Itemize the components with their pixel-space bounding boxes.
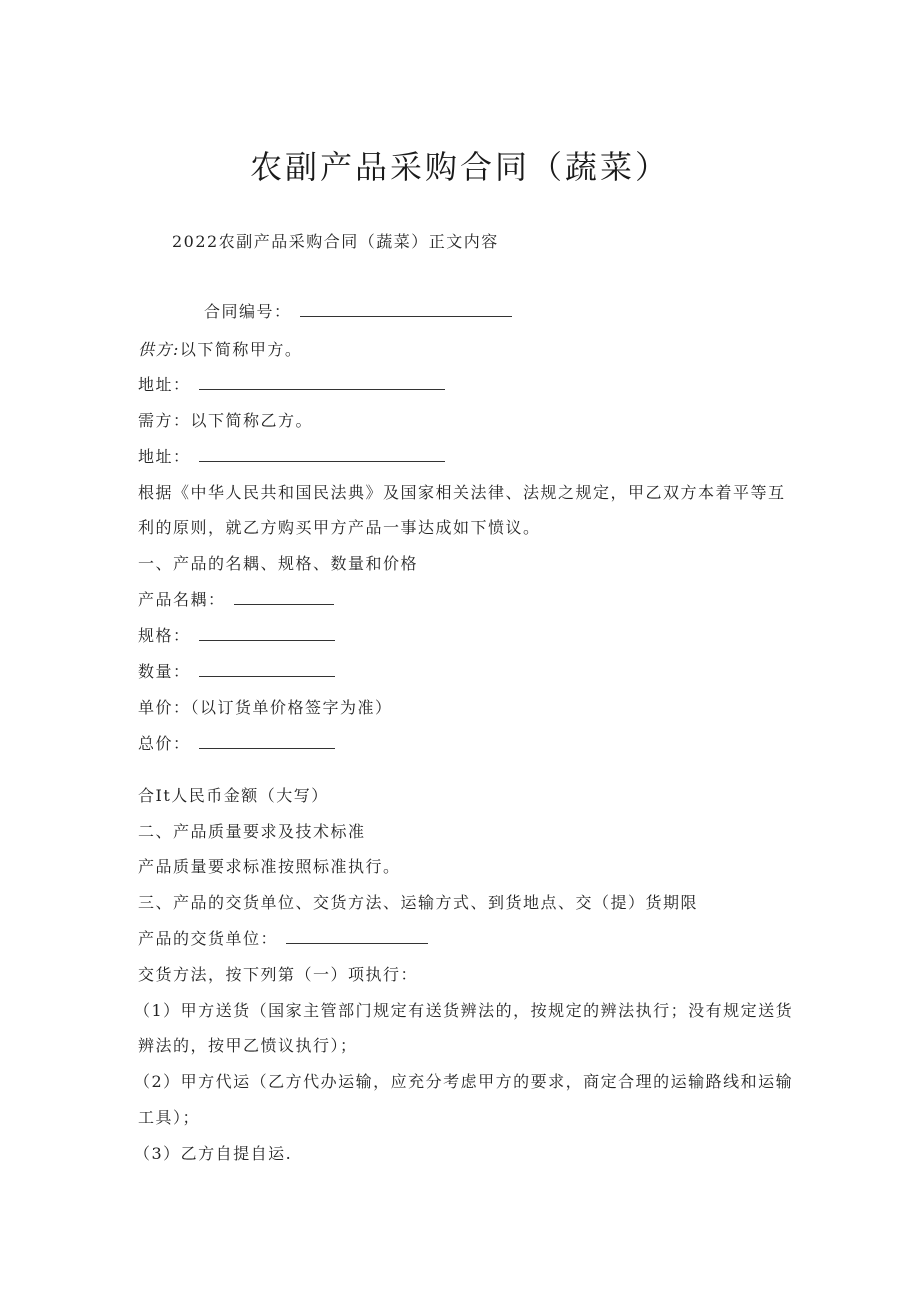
quantity-blank bbox=[199, 662, 335, 677]
item-3: （3）乙方自提自运. bbox=[134, 1144, 293, 1163]
spec-row bbox=[138, 626, 335, 646]
product-name-row bbox=[138, 590, 334, 610]
subtitle: 2022农副产品采购合同（蔬菜）正文内容 bbox=[172, 232, 499, 251]
seller-text: 以下简称甲方。 bbox=[179, 340, 303, 359]
delivery-unit-row bbox=[138, 929, 428, 949]
seller-address-blank bbox=[199, 375, 445, 390]
amount-words-row: 合It人民币金额（大写） bbox=[138, 786, 329, 805]
buyer-row: 需方：以下简称乙方。 bbox=[138, 411, 314, 430]
spec-label: 规格： bbox=[138, 626, 191, 645]
spec-blank bbox=[199, 626, 335, 641]
item-1-line-1: （1）甲方送货（国家主管部门规定有送货辨法的，按规定的辨法执行；没有规定送货 bbox=[134, 1001, 794, 1020]
unit-price-row: 单价：（以订货单价格签字为准） bbox=[138, 698, 393, 717]
seller-label: 供方: bbox=[138, 340, 180, 359]
seller-address-row bbox=[138, 375, 445, 395]
intro-line-1: 根据《中华人民共和国民法典》及国家相关法律、法规之规定，甲乙双方本着平等互 bbox=[138, 483, 786, 502]
product-name-blank bbox=[234, 590, 334, 605]
intro-line-2: 利的原则，就乙方购买甲方产品一事达成如下愤议。 bbox=[138, 518, 541, 537]
total-row bbox=[138, 734, 335, 754]
contract-number-blank bbox=[300, 302, 512, 317]
buyer-address-row bbox=[138, 447, 445, 467]
quality-text: 产品质量要求标准按照标准执行。 bbox=[138, 857, 401, 876]
contract-number-label: 合同编号： bbox=[204, 302, 292, 321]
document-title: 农副产品采购合同（蔬菜） bbox=[249, 148, 670, 186]
buyer-address-label: 地址： bbox=[138, 447, 191, 466]
item-1-line-2: 辨法的，按甲乙愤议执行）； bbox=[138, 1036, 358, 1055]
item-2-line-2: 工具）； bbox=[138, 1108, 201, 1127]
product-name-label: 产品名耦： bbox=[138, 590, 226, 609]
delivery-unit-blank bbox=[286, 929, 428, 944]
delivery-method: 交货方法，按下列第（一）项执行： bbox=[138, 965, 419, 984]
total-blank bbox=[199, 734, 335, 749]
total-label: 总价： bbox=[138, 734, 191, 753]
item-2-line-1: （2）甲方代运（乙方代办运输，应充分考虑甲方的要求，商定合理的运输路线和运输 bbox=[134, 1072, 794, 1091]
contract-number-row bbox=[204, 302, 512, 322]
delivery-unit-label: 产品的交货单位： bbox=[138, 929, 279, 948]
quantity-row bbox=[138, 662, 335, 682]
section-3-heading: 三、产品的交货单位、交货方法、运输方式、到货地点、交（提）货期限 bbox=[138, 893, 699, 912]
seller-address-label: 地址： bbox=[138, 375, 191, 394]
seller-row bbox=[138, 340, 302, 360]
buyer-address-blank bbox=[199, 447, 445, 462]
quantity-label: 数量： bbox=[138, 662, 191, 681]
section-2-heading: 二、产品质量要求及技术标准 bbox=[138, 822, 366, 841]
section-1-heading: 一、产品的名耦、规格、数量和价格 bbox=[138, 554, 419, 573]
